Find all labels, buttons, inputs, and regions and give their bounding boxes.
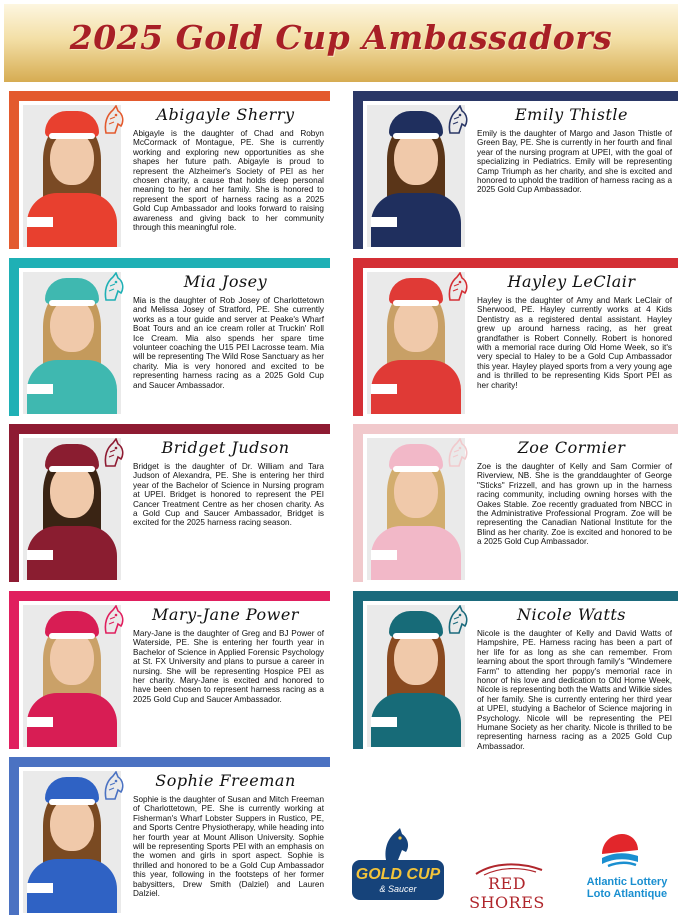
- card-accent-side: [9, 258, 19, 416]
- page-title: 2025 Gold Cup Ambassadors: [69, 18, 613, 57]
- ambassador-card: [353, 424, 678, 582]
- ambassador-bio: Emily is the daughter of Margo and Jason Thistle of Green Bay, PE. She is currently in her fourth and final year of the nursing program at UPEI, with the goal of specializing in Pediatrics. Emily will be representing Camp Triumph as her charity, and she is excited and honored to uphold the tradition of harness racing as a 2025 Gold Cup Ambassador.: [477, 129, 672, 195]
- ambassador-bio: Hayley is the daughter of Amy and Mark LeClair of Sherwood, PE. Hayley currently works at 4 Kids Dentistry as a registered dental assistant. Hayley grew up around harness racing, as her great grandfather is Robert Connelly. Robert is honored with a memorial race during Old Home Week, so it's very special to Haley to be a Gold Cup Ambassador this year. Hayley played sports from a very young age and is thrilled to be representing Kids Sport PEI as her charity!: [477, 296, 672, 390]
- ambassador-name: Bridget Judson: [161, 438, 290, 457]
- loto-atlantique-text: Loto Atlantique: [586, 888, 668, 900]
- card-accent-bar: [353, 424, 678, 434]
- ambassador-card: [9, 424, 330, 582]
- ambassador-card: [9, 757, 330, 915]
- horse-head-icon: [101, 105, 125, 135]
- ambassador-name: Nicole Watts: [516, 605, 627, 624]
- card-accent-bar: [9, 591, 330, 601]
- card-accent-bar: [353, 591, 678, 601]
- horse-head-icon: [101, 438, 125, 468]
- ambassador-name: Sophie Freeman: [155, 771, 296, 790]
- gold-cup-saucer-logo: [352, 860, 444, 900]
- atlantic-lottery-logo: [572, 876, 682, 900]
- ambassador-bio: Mia is the daughter of Rob Josey of Charlottetown and Melissa Josey of Stratford, PE. She currently works as a tour guide and server at Peake's Wharf Boat Tours and an ice cream roller at Truckin' Roll Ice Cream. Mia also spends her spare time volunteer coaching the U15 PEI Lacrosse team. Mia will be representing The Wild Rose Sanctuary as her charity. Mia is very honored and excited to be representing harness racing as a 2025 Gold Cup and Saucer Ambassador.: [133, 296, 324, 390]
- card-accent-side: [9, 591, 19, 749]
- card-accent-bar: [9, 757, 330, 767]
- horse-head-icon: [445, 605, 469, 635]
- ambassador-bio: Sophie is the daughter of Susan and Mitch Freeman of Charlottetown, PE. She is currently working at Fisherman's Wharf Lobster Suppers in Rustico, PE, and Sports Centre Physiotherapy, while heading into her fourth year at Mount Allison University. Sophie will be representing Sports PEI with an emphasis on the women and girls in sport aspect. Sophie is thrilled and honored to be a Gold Cup Ambassador this year, following in the footsteps of her former babysitters, Drew Smith (Dalziel) and Lauren Dalziel.: [133, 795, 324, 899]
- atlantic-lottery-mark-icon: [598, 832, 642, 872]
- title-banner: [4, 4, 678, 82]
- ambassador-card: [353, 91, 678, 249]
- red-shores-logo: RED SHORES: [469, 874, 545, 912]
- card-accent-bar: [9, 91, 330, 101]
- horse-head-icon: [445, 272, 469, 302]
- ambassador-name: Abigayle Sherry: [156, 105, 295, 124]
- card-accent-bar: [353, 258, 678, 268]
- horse-head-icon: [101, 771, 125, 801]
- ambassador-bio: Bridget is the daughter of Dr. William and Tara Judson of Alexandra, PE. She is entering her third year of the Bachelor of Science in Nursing program at UPEI. Bridget is honored to represent the PEI Cancer Treatment Centre as her chosen charity. As a Gold Cup and Saucer Ambassador, Bridget is excited for the 2025 harness racing season.: [133, 462, 324, 528]
- card-accent-bar: [9, 258, 330, 268]
- ambassador-name: Zoe Cormier: [517, 438, 626, 457]
- ambassador-name: Mia Josey: [183, 272, 268, 291]
- ambassador-bio: Nicole is the daughter of Kelly and David Watts of Hampshire, PE. Harness racing has been a part of her life for as long as she can remember. From learning about the sport through family's "Windemere Farm" to attending her poppy's memorial race in honor of his love and dedication to Old Home Week, Nicole is representing both the Watts and Wilkie sides of her family. She is currently entering her third year at UPEI, studying a Bachelor of Science majoring in Psychology. Nicole will be representing the PEI Humane Society as her charity. Nicole is thrilled to be representing harness racing as a 2025 Gold Cup Ambassador.: [477, 629, 672, 751]
- ambassador-card: [353, 591, 678, 749]
- card-accent-bar: [9, 424, 330, 434]
- ambassador-bio: Abigayle is the daughter of Chad and Robyn McCormack of Montague, PE. She is currently working and exploring new opportunities as she shapes her future path. Abigayle is proud to represent the Alzheimer's Society of PEI as her chosen charity, a cause that holds deep personal meaning to her and her family. She is honored to represent the sport of harness racing as a 2025 Gold Cup Ambassador and looks forward to raising awareness and giving back to her community through this meaningful role.: [133, 129, 324, 233]
- card-accent-side: [353, 591, 363, 749]
- card-accent-side: [9, 424, 19, 582]
- saucer-logo-text: & Saucer: [379, 884, 417, 894]
- horse-head-icon: [101, 605, 125, 635]
- ambassador-name: Emily Thistle: [514, 105, 629, 124]
- card-accent-side: [353, 91, 363, 249]
- ambassador-card: [9, 258, 330, 416]
- atlantic-lottery-text: Atlantic Lottery: [586, 876, 668, 888]
- horse-head-icon: [101, 272, 125, 302]
- ambassador-name: Hayley LeClair: [507, 272, 636, 291]
- ambassador-card: [9, 91, 330, 249]
- ambassador-name: Mary-Jane Power: [152, 605, 299, 624]
- gold-cup-logo-text: GOLD CUP: [355, 866, 441, 883]
- card-accent-side: [353, 424, 363, 582]
- card-accent-side: [353, 258, 363, 416]
- card-accent-side: [9, 757, 19, 915]
- sponsor-logos: [348, 826, 686, 912]
- card-accent-bar: [353, 91, 678, 101]
- horse-head-icon: [378, 826, 412, 862]
- horse-head-icon: [445, 105, 469, 135]
- ambassador-card: [9, 591, 330, 749]
- horse-head-icon: [445, 438, 469, 468]
- ambassador-bio: Mary-Jane is the daughter of Greg and BJ Power of Waterside, PE. She is entering her fourth year in Bachelor of Science in Applied Forensic Psychology at St. FX University and plans to pursue a career in nursing. She will be representing Hospice PEI as her charity. Mary-Jane is excited and honored to have been chosen to represent harness racing as a 2025 Gold Cup and Saucer Ambassador.: [133, 629, 324, 704]
- card-accent-side: [9, 91, 19, 249]
- ambassador-card: [353, 258, 678, 416]
- ambassador-bio: Zoe is the daughter of Kelly and Sam Cormier of Riverview, NB. She is the granddaughter of George "Sticks" Frizzell, and has grown up in the harness racing community, including owning horses with the Oakes Stable. Zoe recently graduated from NBCC in the Administrative Professional Program. Zoe will be representing the Canadian National Institute for the Blind as her charity. Zoe is excited and honored to be a 2025 Gold Cup Ambassador.: [477, 462, 672, 547]
